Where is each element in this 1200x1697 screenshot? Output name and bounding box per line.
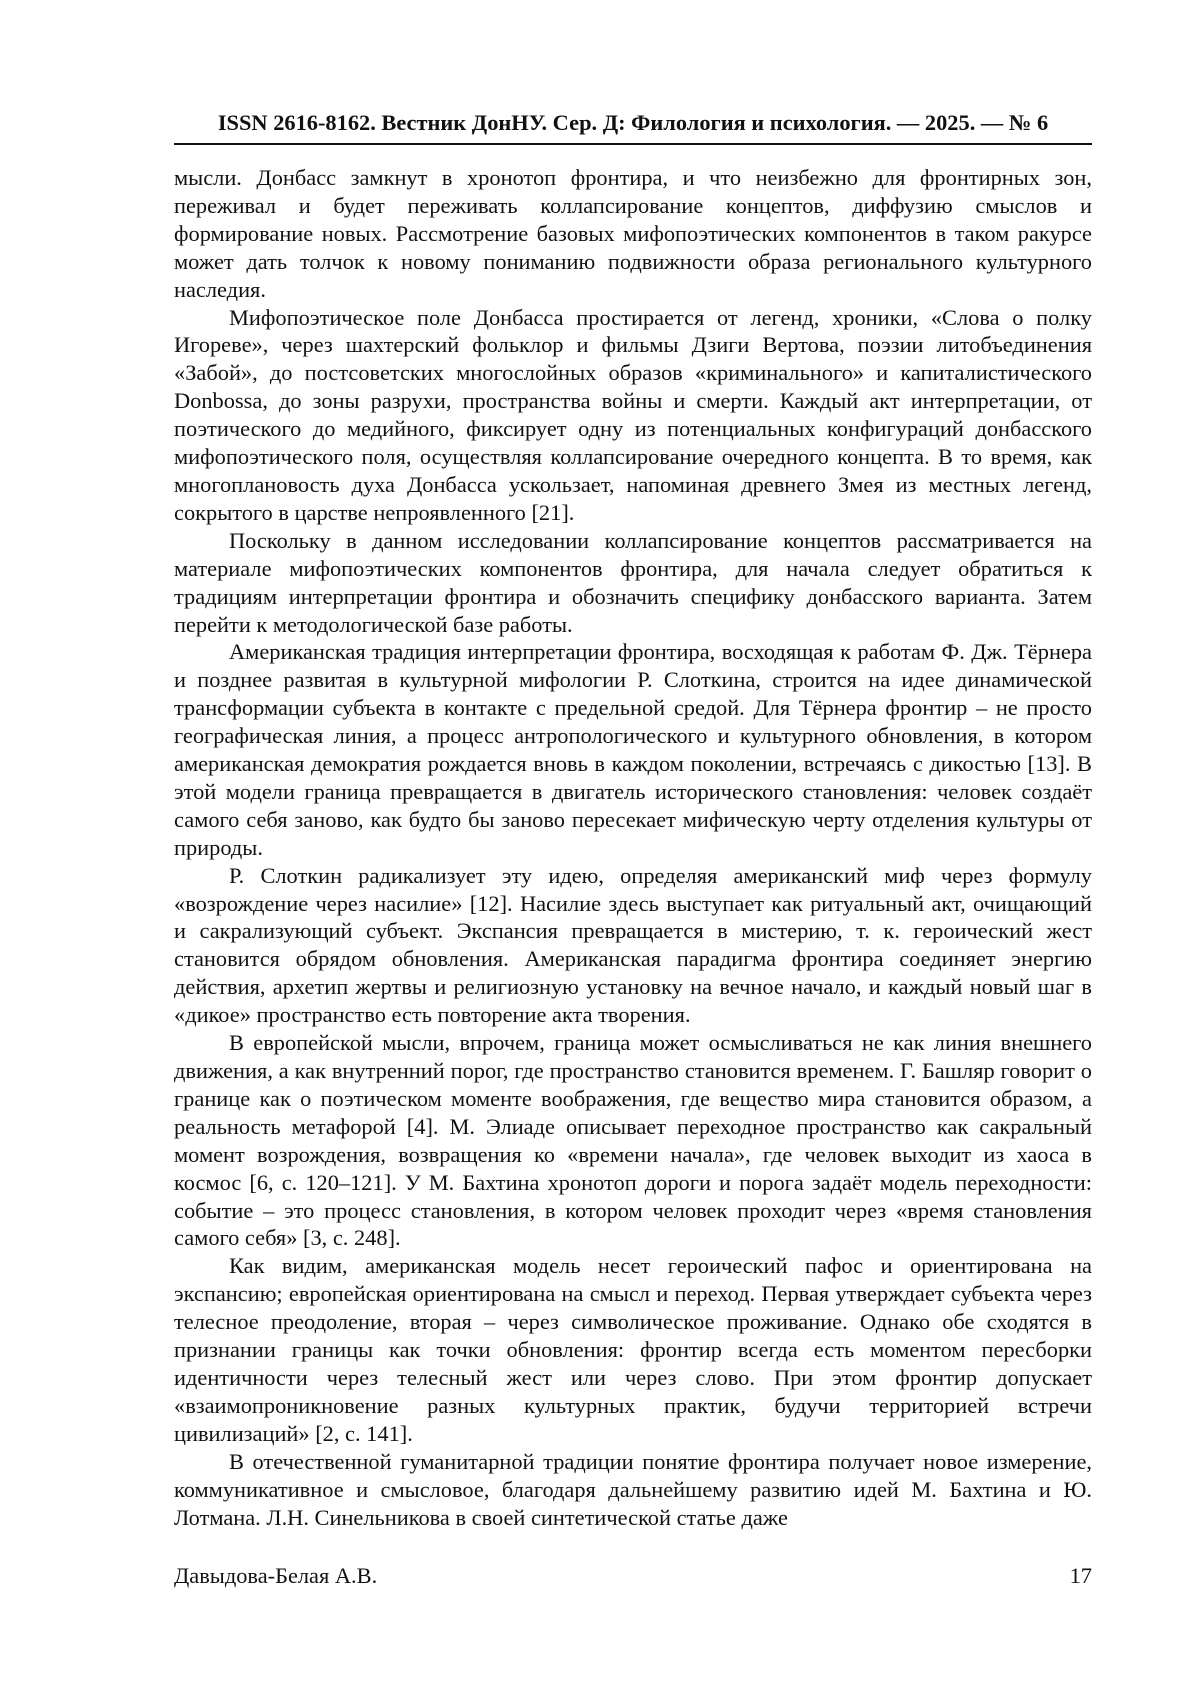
page-footer — [174, 1561, 1092, 1591]
paragraph: Американская традиция интерпретации фронтира, восходящая к работам Ф. Дж. Тёрнера и позднее развитая в культурной мифологии Р. Слоткина, строится на идее динамической трансформации субъекта в контакте с предельной средой. Для Тёрнера фронтир – не просто географическая линия, а процесс антропологического и культурного обновления, в котором американская демократия рождается вновь в каждом поколении, встречаясь с дикостью [13]. В этой модели граница превращается в двигатель исторического становления: человек создаёт самого себя заново, как будто бы заново пересекает мифическую черту отделения культуры от природы. — [174, 639, 1092, 860]
paragraph: Мифопоэтическое поле Донбасса простирается от легенд, хроники, «Слова о полку Игореве», через шахтерский фольклор и фильмы Дзиги Вертова, поэзии литобъединения «Забой», до постсоветских многослойных образов «криминального» и капиталистического Donbossa, до зоны разрухи, пространства войны и смерти. Каждый акт интерпретации, от поэтического до медийного, фиксирует одну из потенциальных конфигураций донбасского мифопоэтического поля, осуществляя коллапсирование очередного концепта. В то время, как многоплановость духа Донбасса ускользает, напоминая древнего Змея из местных легенд, сокрытого в царстве непроявленного [21]. — [174, 304, 1092, 525]
paragraph: В европейской мысли, впрочем, граница может осмысливаться не как линия внешнего движения, а как внутренний порог, где пространство становится временем. Г. Башляр говорит о границе как о поэтическом моменте воображения, где вещество мира становится образом, а реальность метафорой [4]. М. Элиаде описывает переходное пространство как сакральный момент возрождения, возвращения ко «времени начала», где человек выходит из хаоса в космос [6, с. 120–121]. У М. Бахтина хронотоп дороги и порога задаёт модель переходности: событие – это процесс становления, в котором человек проходит через «время становления самого себя» [3, с. 248]. — [174, 1030, 1092, 1251]
paragraph: Р. Слоткин радикализует эту идею, определяя американский миф через формулу «возрождение через насилие» [12]. Насилие здесь выступает как ритуальный акт, очищающий и сакрализующий субъект. Экспансия превращается в мистерию, т. к. героический жест становится обрядом обновления. Американская парадигма фронтира соединяет энергию действия, архетип жертвы и религиозную установку на вечное начало, и каждый новый шаг в «дикое» пространство есть повторение акта творения. — [174, 862, 1092, 1028]
article-body — [174, 164, 1092, 1531]
paragraph: Поскольку в данном исследовании коллапсирование концептов рассматривается на материале мифопоэтических компонентов фронтира, для начала следует обратиться к традициям интерпретации фронтира и обозначить специфику донбасского варианта. Затем перейти к методологической базе работы. — [174, 527, 1092, 637]
running-header: ISSN 2616-8162. Вестник ДонНУ. Сер. Д: Филология и психология. — 2025. — № 6 — [217, 110, 1049, 135]
paragraph: В отечественной гуманитарной традиции понятие фронтира получает новое измерение, коммуникативное и смысловое, благодаря дальнейшему развитию идей М. Бахтина и Ю. Лотмана. Л.Н. Синельникова в своей синтетической статье даже — [174, 1448, 1092, 1530]
paragraph: Как видим, американская модель несет героический пафос и ориентирована на экспансию; европейская ориентирована на смысл и переход. Первая утверждает субъекта через телесное преодоление, вторая – через символическое проживание. Однако обе сходятся в признании границы как точки обновления: фронтир всегда есть моментом пересборки идентичности через телесный жест или через слово. При этом фронтир допускает «взаимопроникновение разных культурных практик, будучи территорией встречи цивилизаций» [2, с. 141]. — [174, 1253, 1092, 1446]
paragraph-continuation: мысли. Донбасс замкнут в хронотоп фронтира, и что неизбежно для фронтирных зон, переживал и будет переживать коллапсирование концептов, диффузию смыслов и формирование новых. Рассмотрение базовых мифопоэтических компонентов в таком ракурсе может дать толчок к новому пониманию подвижности образа регионального культурного наследия. — [174, 165, 1092, 302]
header-rule — [174, 143, 1092, 145]
footer-author: Давыдова-Белая А.В. — [174, 1563, 378, 1588]
page-number: 17 — [1069, 1563, 1092, 1588]
